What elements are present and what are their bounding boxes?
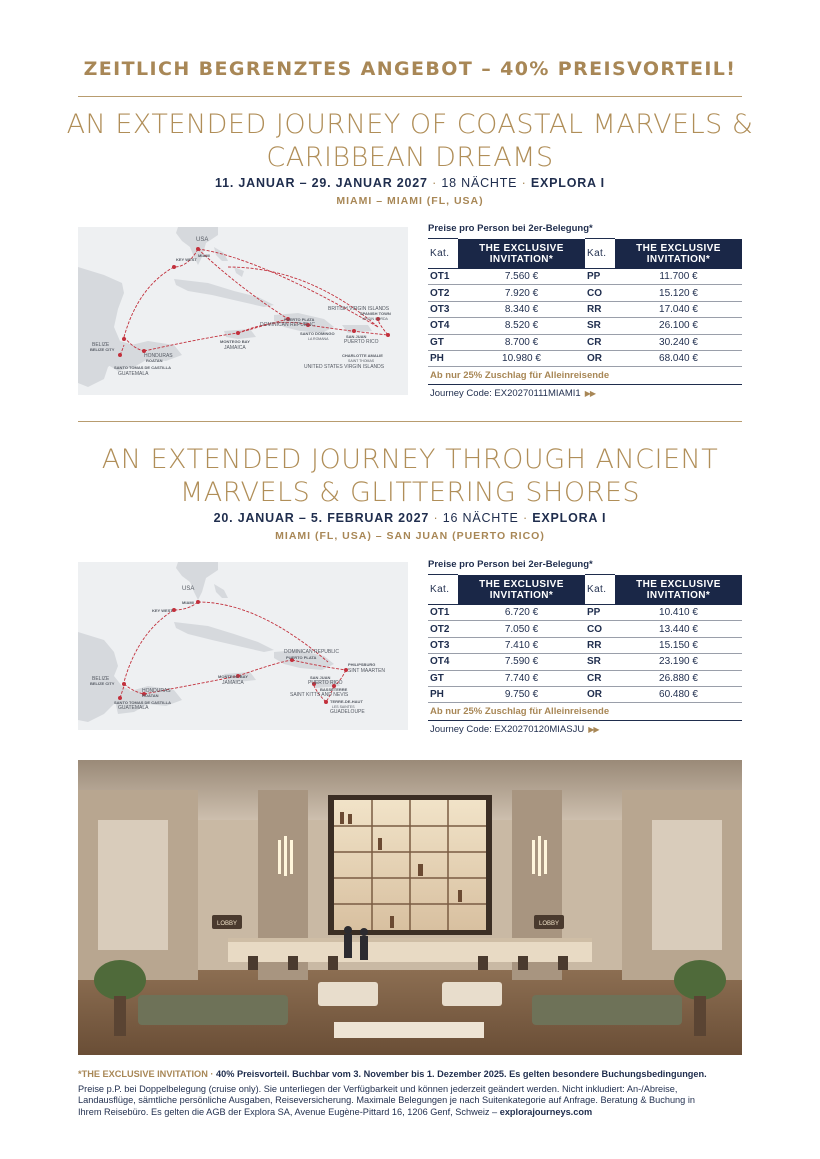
cruise-2-dates <box>0 511 820 525</box>
price-caption: Preise pro Person bei 2er-Belegung* <box>428 223 593 234</box>
lobby-photo <box>78 760 742 1055</box>
table-row <box>428 350 742 366</box>
map-label: LA ROMANA <box>308 337 329 341</box>
map-label: KEY WEST <box>176 257 197 262</box>
price-value: 17.040 € <box>615 301 742 317</box>
table-row <box>428 621 742 637</box>
map-label: JAMAICA <box>224 345 246 351</box>
cruise-1-journey-code[interactable] <box>428 385 742 402</box>
category-code: PH <box>428 350 458 366</box>
map-label: SAINT THOMAS <box>348 359 375 363</box>
cruise-2-route: MIAMI (FL, USA) – SAN JUAN (PUERTO RICO) <box>275 530 545 542</box>
price-value: 23.190 € <box>615 654 742 670</box>
category-code: GT <box>428 670 458 686</box>
footer-booking: Buchbar vom 3. November bis 1. Dezember 2025. Es gelten besondere Buchungsbedingungen. <box>292 1069 707 1079</box>
price-value: 60.480 € <box>615 686 742 702</box>
cruise-2-ship: EXPLORA I <box>532 511 607 525</box>
map-label: BELIZE CITY <box>90 347 115 352</box>
website-link[interactable]: explorajourneys.com <box>499 1106 593 1117</box>
category-code: CR <box>585 670 615 686</box>
map-label: SAINT KITTS AND NEVIS <box>290 692 349 698</box>
price-value: 7.920 € <box>458 285 585 301</box>
category-code: GT <box>428 334 458 350</box>
map-label: GUATEMALA <box>118 371 149 377</box>
map-label: USA <box>196 237 209 243</box>
category-code: SR <box>585 654 615 670</box>
map-label: SPANISH TOWN <box>360 311 391 316</box>
cruise-2-date-range: 20. JANUAR – 5. FEBRUAR 2027 <box>213 511 430 525</box>
separator-dot: · <box>432 176 438 190</box>
price-value: 7.050 € <box>458 621 585 637</box>
map-label: MIAMI <box>182 600 194 605</box>
price-value: 26.880 € <box>615 670 742 686</box>
footer-advantage: 40% Preisvorteil. <box>216 1069 290 1079</box>
category-code: OR <box>585 350 615 366</box>
category-code: OT2 <box>428 621 458 637</box>
lobby-sign: LOBBY <box>538 921 560 927</box>
journey-code-text: Journey Code: EX20270111MIAMI1 <box>430 388 581 400</box>
offer-banner: ZEITLICH BEGRENZTES ANGEBOT – 40% PREISVORTEIL! <box>83 58 737 80</box>
kat-header: Kat. <box>585 239 615 269</box>
map-label: BELIZE <box>92 676 110 682</box>
price-caption: Preise pro Person bei 2er-Belegung* <box>428 559 593 570</box>
map-label: GUATEMALA <box>118 705 149 711</box>
map-label: PHILIPSBURG <box>348 662 376 667</box>
price-value: 8.520 € <box>458 318 585 334</box>
map-label: KEY WEST <box>152 608 173 613</box>
map-label: HONDURAS <box>144 353 173 359</box>
price-value: 26.100 € <box>615 318 742 334</box>
category-code: OT3 <box>428 301 458 317</box>
map-label: MONTEGO BAY <box>220 339 250 344</box>
map-label: BASSETERRE <box>320 687 348 692</box>
table-row <box>428 318 742 334</box>
cruise-2-price-box <box>428 559 742 738</box>
map-label: GUADELOUPE <box>330 709 365 715</box>
cruise-1-date-range: 11. JANUAR – 29. JANUAR 2027 <box>215 176 428 190</box>
price-value: 7.560 € <box>458 269 585 285</box>
journey-code-text: Journey Code: EX20270120MIASJU <box>430 724 585 736</box>
cruise-1-ship: EXPLORA I <box>530 176 605 190</box>
invitation-header: THE EXCLUSIVE INVITATION* <box>615 575 742 605</box>
table-row <box>428 605 742 621</box>
map-label: USA <box>182 586 195 592</box>
cruise-1-title-line2: CARIBBEAN DREAMS <box>266 142 554 173</box>
category-code: OT1 <box>428 269 458 285</box>
separator-dot: · <box>521 176 527 190</box>
price-value: 7.590 € <box>458 654 585 670</box>
separator-dot: · <box>210 1069 214 1079</box>
price-value: 15.150 € <box>615 637 742 653</box>
map-label: TERRE-DE-HAUT <box>330 699 363 704</box>
lobby-sign: LOBBY <box>216 921 238 927</box>
map-label: HONDURAS <box>142 688 171 694</box>
cruise-2-nights: 16 NÄCHTE <box>442 511 519 525</box>
cruise-1-price-table <box>428 238 742 367</box>
category-code: OT4 <box>428 318 458 334</box>
footer-terms <box>78 1069 748 1118</box>
map-label: DOMINICAN REPUBLIC <box>284 649 340 655</box>
map-label: JAMAICA <box>222 680 244 686</box>
category-code: OT4 <box>428 654 458 670</box>
cruise-2-journey-code[interactable] <box>428 721 742 738</box>
price-value: 6.720 € <box>458 605 585 621</box>
map-label: DOMINICAN REPUBLIC <box>260 322 316 328</box>
category-code: OT1 <box>428 605 458 621</box>
table-row <box>428 686 742 702</box>
separator-dot: · <box>433 511 439 525</box>
cruise-1-route: MIAMI – MIAMI (FL, USA) <box>336 195 484 207</box>
cruise-2-title-line1: AN EXTENDED JOURNEY THROUGH ANCIENT <box>101 444 719 475</box>
kat-header: Kat. <box>428 239 458 269</box>
map-label: BELIZE <box>92 342 110 348</box>
footer-line: Preise p.P. bei Doppelbelegung (cruise only). Sie unterliegen der Verfügbarkeit und können jederzeit geändert werden. Nicht inkludiert: An-/Abreise, <box>78 1083 678 1094</box>
table-row <box>428 285 742 301</box>
double-arrow-icon: ▶▶ <box>588 725 599 735</box>
single-supplement-note: Ab nur 25% Zuschlag für Alleinreisende <box>428 367 742 385</box>
category-code: OT3 <box>428 637 458 653</box>
category-code: RR <box>585 637 615 653</box>
price-value: 7.410 € <box>458 637 585 653</box>
price-value: 9.750 € <box>458 686 585 702</box>
map-label: MONTEGO BAY <box>218 674 248 679</box>
map-label: SANTO TOMAS DE CASTILLA <box>114 365 171 370</box>
category-code: SR <box>585 318 615 334</box>
double-arrow-icon: ▶▶ <box>584 389 595 399</box>
divider <box>78 96 742 97</box>
separator-dot: · <box>522 511 528 525</box>
price-value: 30.240 € <box>615 334 742 350</box>
map-label: BRITISH VIRGIN ISLANDS <box>328 306 390 312</box>
category-code: CO <box>585 621 615 637</box>
table-row <box>428 334 742 350</box>
table-row <box>428 269 742 285</box>
single-supplement-note: Ab nur 25% Zuschlag für Alleinreisende <box>428 703 742 721</box>
table-row <box>428 654 742 670</box>
category-code: CR <box>585 334 615 350</box>
invitation-header: THE EXCLUSIVE INVITATION* <box>458 575 585 605</box>
cruise-2-title-line2: MARVELS & GLITTERING SHORES <box>179 477 641 508</box>
map-label: ROATAN <box>146 358 163 363</box>
divider <box>78 421 742 422</box>
map-label: PUERTO PLATA <box>284 317 315 322</box>
map-label: SINT MAARTEN <box>348 668 386 674</box>
price-value: 68.040 € <box>615 350 742 366</box>
footer-line: Landausflüge, sämtliche persönliche Ausgaben, Reiseversicherung. Maximale Belegungen je nach Suitenkategorie auf Anfrage. Beratung & Buchung in <box>78 1095 695 1105</box>
footer-invitation-label: *THE EXCLUSIVE INVITATION <box>78 1069 208 1079</box>
invitation-header: THE EXCLUSIVE INVITATION* <box>615 239 742 269</box>
map-label: PUERTO RICO <box>308 680 343 686</box>
price-value: 10.410 € <box>615 605 742 621</box>
invitation-header: THE EXCLUSIVE INVITATION* <box>458 239 585 269</box>
price-value: 8.340 € <box>458 301 585 317</box>
price-value: 10.980 € <box>458 350 585 366</box>
table-row <box>428 301 742 317</box>
cruise-1-dates <box>0 176 820 190</box>
price-value: 11.700 € <box>615 269 742 285</box>
cruise-1-nights: 18 NÄCHTE <box>441 176 518 190</box>
map-label: BELIZE CITY <box>90 681 115 686</box>
category-code: PP <box>585 605 615 621</box>
kat-header: Kat. <box>428 575 458 605</box>
map-label: LES SAINTES <box>332 705 355 709</box>
map-label: MIAMI <box>198 253 210 258</box>
table-row <box>428 637 742 653</box>
footer-line: Ihrem Reisebüro. Es gelten die AGB der Explora SA, Avenue Eugène-Pittard 16, 1206 Genf, Schweiz – <box>78 1106 498 1117</box>
map-label: SAN JUAN <box>310 675 331 680</box>
cruise-2-price-table <box>428 574 742 703</box>
table-row <box>428 670 742 686</box>
map-label: PUERTO RICO <box>344 339 379 345</box>
cruise-2-title <box>40 443 780 509</box>
cruise-1-price-box <box>428 223 742 402</box>
category-code: OR <box>585 686 615 702</box>
category-code: RR <box>585 301 615 317</box>
category-code: PH <box>428 686 458 702</box>
category-code: CO <box>585 285 615 301</box>
category-code: OT2 <box>428 285 458 301</box>
cruise-2-route-map <box>78 562 408 730</box>
map-label: SANTO TOMAS DE CASTILLA <box>114 700 171 705</box>
map-label: UNITED STATES VIRGIN ISLANDS <box>304 364 385 370</box>
map-label: SANTO DOMINGO <box>300 331 335 336</box>
category-code: PP <box>585 269 615 285</box>
cruise-1-route-map <box>78 227 408 395</box>
price-value: 13.440 € <box>615 621 742 637</box>
map-label: CHARLOTTE AMALIE <box>342 353 383 358</box>
cruise-1-title <box>40 108 780 174</box>
cruise-1-title-line1: AN EXTENDED JOURNEY OF COASTAL MARVELS & <box>66 109 754 140</box>
map-label: ROATAN <box>142 693 159 698</box>
price-value: 15.120 € <box>615 285 742 301</box>
price-value: 8.700 € <box>458 334 585 350</box>
map-label: PUERTO PLATA <box>286 655 317 660</box>
map-label: SAN JUAN <box>346 334 367 339</box>
kat-header: Kat. <box>585 575 615 605</box>
price-value: 7.740 € <box>458 670 585 686</box>
map-label: VIRGIN GORDA <box>362 317 388 321</box>
